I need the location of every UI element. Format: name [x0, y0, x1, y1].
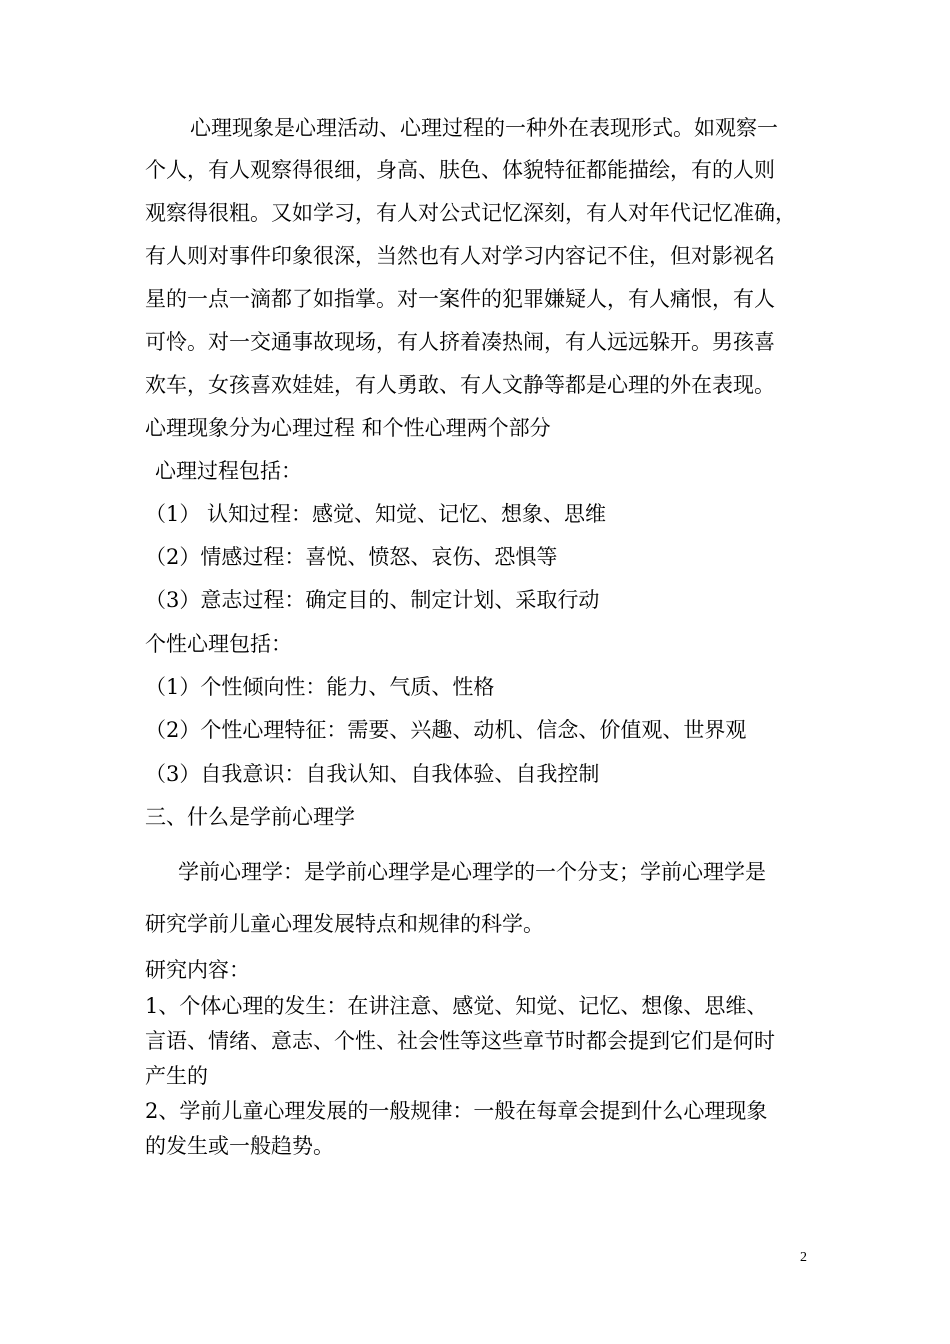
paragraph-line: 有人则对事件印象很深，当然也有人对学习内容记不住，但对影视名 [145, 244, 775, 268]
section-label: 个性心理包括： [145, 632, 292, 656]
paragraph-line: 心理现象是心理活动、心理过程的一种外在表现形式。如观察一 [190, 116, 778, 140]
paragraph-line: 学前心理学：是学前心理学是心理学的一个分支；学前心理学是 [178, 860, 766, 884]
page-number: 2 [800, 1250, 807, 1265]
list-item: （1）个性倾向性：能力、气质、性格 [145, 675, 495, 699]
section-heading: 三、什么是学前心理学 [145, 805, 355, 829]
list-item: （3）自我意识：自我认知、自我体验、自我控制 [145, 762, 600, 786]
section-label: 心理过程包括： [155, 459, 302, 483]
list-item: （2）个性心理特征：需要、兴趣、动机、信念、价值观、世界观 [145, 718, 747, 742]
paragraph-line: 星的一点一滴都了如指掌。对一案件的犯罪嫌疑人，有人痛恨，有人 [145, 287, 775, 311]
section-label: 研究内容： [145, 958, 250, 982]
list-item-continuation: 产生的 [145, 1064, 208, 1088]
list-item: 1、个体心理的发生：在讲注意、感觉、知觉、记忆、想像、思维、 [145, 994, 768, 1018]
paragraph-line: 可怜。对一交通事故现场，有人挤着凑热闹，有人远远躲开。男孩喜 [145, 330, 775, 354]
paragraph-line: 欢车，女孩喜欢娃娃，有人勇敢、有人文静等都是心理的外在表现。 [145, 373, 775, 397]
list-item-continuation: 言语、情绪、意志、个性、社会性等这些章节时都会提到它们是何时 [145, 1029, 775, 1053]
paragraph-line: 个人，有人观察得很细，身高、肤色、体貌特征都能描绘，有的人则 [145, 158, 775, 182]
paragraph-line: 研究学前儿童心理发展特点和规律的科学。 [145, 912, 544, 936]
paragraph-line: 观察得很粗。又如学习，有人对公式记忆深刻，有人对年代记忆准确， [145, 201, 796, 225]
list-item: （3）意志过程：确定目的、制定计划、采取行动 [145, 588, 600, 612]
list-item-continuation: 的发生或一般趋势。 [145, 1134, 334, 1158]
list-item: （1） 认知过程：感觉、知觉、记忆、想象、思维 [145, 502, 607, 526]
paragraph-line: 心理现象分为心理过程 和个性心理两个部分 [145, 416, 551, 440]
list-item: 2、学前儿童心理发展的一般规律：一般在每章会提到什么心理现象 [145, 1099, 768, 1123]
list-item: （2）情感过程：喜悦、愤怒、哀伤、恐惧等 [145, 545, 558, 569]
